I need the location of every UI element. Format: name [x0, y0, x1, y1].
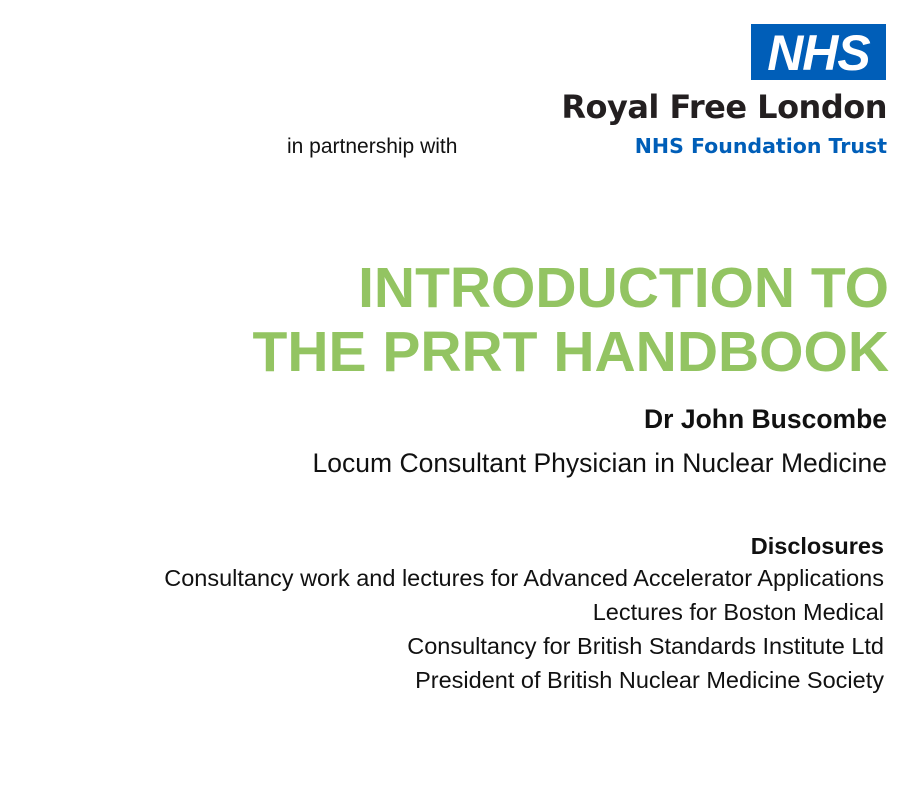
nhs-logo-text: NHS	[767, 25, 870, 81]
title-line-2: THE PRRT HANDBOOK	[252, 320, 889, 384]
partnership-text: in partnership with	[287, 135, 458, 158]
disclosure-item: Lectures for Boston Medical	[592, 599, 884, 625]
disclosure-item: Consultancy work and lectures for Advanced Accelerator Applications	[164, 565, 884, 591]
author-role: Locum Consultant Physician in Nuclear Medicine	[312, 448, 887, 478]
disclosure-item: President of British Nuclear Medicine Society	[415, 667, 884, 693]
nhs-logo	[751, 24, 886, 80]
disclosure-item: Consultancy for British Standards Institute Ltd	[407, 633, 884, 659]
title-line-1: INTRODUCTION TO	[358, 256, 889, 320]
trust-name: Royal Free London	[561, 88, 887, 126]
presentation-title	[253, 256, 890, 384]
trust-subtitle: NHS Foundation Trust	[634, 134, 887, 158]
author-name: Dr John Buscombe	[644, 404, 887, 434]
disclosures-heading: Disclosures	[750, 533, 884, 559]
disclosures-section	[164, 531, 884, 697]
